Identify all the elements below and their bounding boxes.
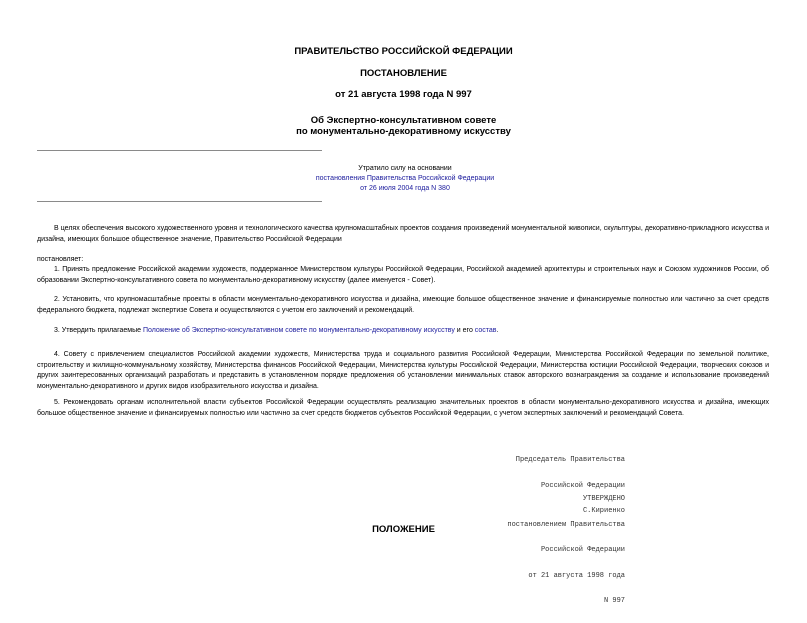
divider-top bbox=[37, 150, 322, 151]
composition-link[interactable]: состав bbox=[474, 327, 497, 334]
date-number-heading: от 21 августа 1998 года N 997 bbox=[335, 89, 472, 100]
item-3-mid: и его bbox=[454, 327, 475, 334]
item-2-paragraph: 2. Установить, что крупномасштабные проекты в области монументально-декоративного искусства и дизайна, имеющие большое общественное значение и финансируемые полностью или частично за счет средств федерального бюджета, подлежат экспертизе Совета и осуществляются с учетом его заключений и рекомендаций. bbox=[37, 296, 769, 314]
repeal-decree-date-link[interactable]: от 26 июля 2004 года N 380 bbox=[360, 185, 450, 192]
approval-line-2: постановлением Правительства bbox=[507, 520, 625, 529]
status-note bbox=[260, 164, 550, 194]
approval-line-3: Российской Федерации bbox=[540, 546, 625, 554]
item-1-paragraph: 1. Принять предложение Российской академии художеств, поддержанное Министерством культуры Российской Федерации, Российской академией архитектуры и строительных наук и Союзом художников России, об образовании Экспертно-консультативного совета по монументально-декоративному искусству (далее именуется - Совет). bbox=[37, 266, 769, 284]
divider-bottom bbox=[37, 201, 322, 202]
title-line-1: Об Экспертно-консультативном совете bbox=[310, 115, 497, 126]
status-note-text: Утратило силу на основании bbox=[358, 165, 452, 172]
decrees-word: постановляет: bbox=[37, 256, 84, 263]
approval-line-5: N 997 bbox=[603, 597, 625, 605]
approval-line-4: от 21 августа 1998 года bbox=[528, 571, 625, 580]
government-heading: ПРАВИТЕЛЬСТВО РОССИЙСКОЙ ФЕДЕРАЦИИ bbox=[294, 46, 513, 57]
signature-line-2: Российской Федерации bbox=[540, 481, 625, 490]
item-3-paragraph bbox=[37, 326, 769, 337]
item-4-paragraph: 4. Совету с привлечением специалистов Российской академии художеств, Министерства труда и социального развития Российской Федерации, Министерства Российской Федерации по земельной политике, строительству и жилищно-коммунальному хозяйству, Министерства финансов Российской Федерации, Министерства культуры Российской Федерации, Министерства юстиции Российской Федерации, творческих союзов и других заинтересованных организаций разработать и представить в установленном порядке предложения об установлении минимальных ставок авторского вознаграждения за создание и использование произведений монументально-декоративного и других видов изобразительного искусства и дизайна. bbox=[37, 351, 769, 390]
signature-line-3: С.Кириенко bbox=[582, 507, 625, 515]
item-3-prefix: 3. Утвердить прилагаемые bbox=[54, 327, 143, 334]
item-5-paragraph: 5. Рекомендовать органам исполнительной власти субъектов Российской Федерации осуществлять реализацию значительных проектов в области монументально-декоративного искусства и дизайна, имеющих большое общественное значение и финансируемых полностью или частично за счет средств бюджетов субъектов Российской Федерации, с учетом экспертных заключений и рекомендаций Совета. bbox=[37, 399, 769, 417]
signature-line-1: Председатель Правительства bbox=[515, 456, 625, 464]
repeal-decree-link[interactable]: постановления Правительства Российской Федерации bbox=[315, 175, 495, 182]
approval-line-1: УТВЕРЖДЕНО bbox=[582, 495, 625, 503]
approval-block bbox=[470, 478, 625, 623]
item-3-end: . bbox=[496, 327, 499, 334]
title-line-2: по монументально-декоративному искусству bbox=[296, 126, 511, 137]
appendix-title: ПОЛОЖЕНИЕ bbox=[372, 524, 435, 535]
document-type-heading: ПОСТАНОВЛЕНИЕ bbox=[360, 68, 447, 79]
intro-paragraph: В целях обеспечения высокого художественного уровня и технологического качества крупномасштабных проектов создания произведений монументальной живописи, скульптуры, декоративно-прикладного искусства и дизайна, имеющих большое общественное значение, Правительство Российской Федерации bbox=[37, 225, 769, 243]
regulation-link[interactable]: Положение об Экспертно-консультативном совете по монументально-декоративному искусству bbox=[142, 327, 455, 334]
